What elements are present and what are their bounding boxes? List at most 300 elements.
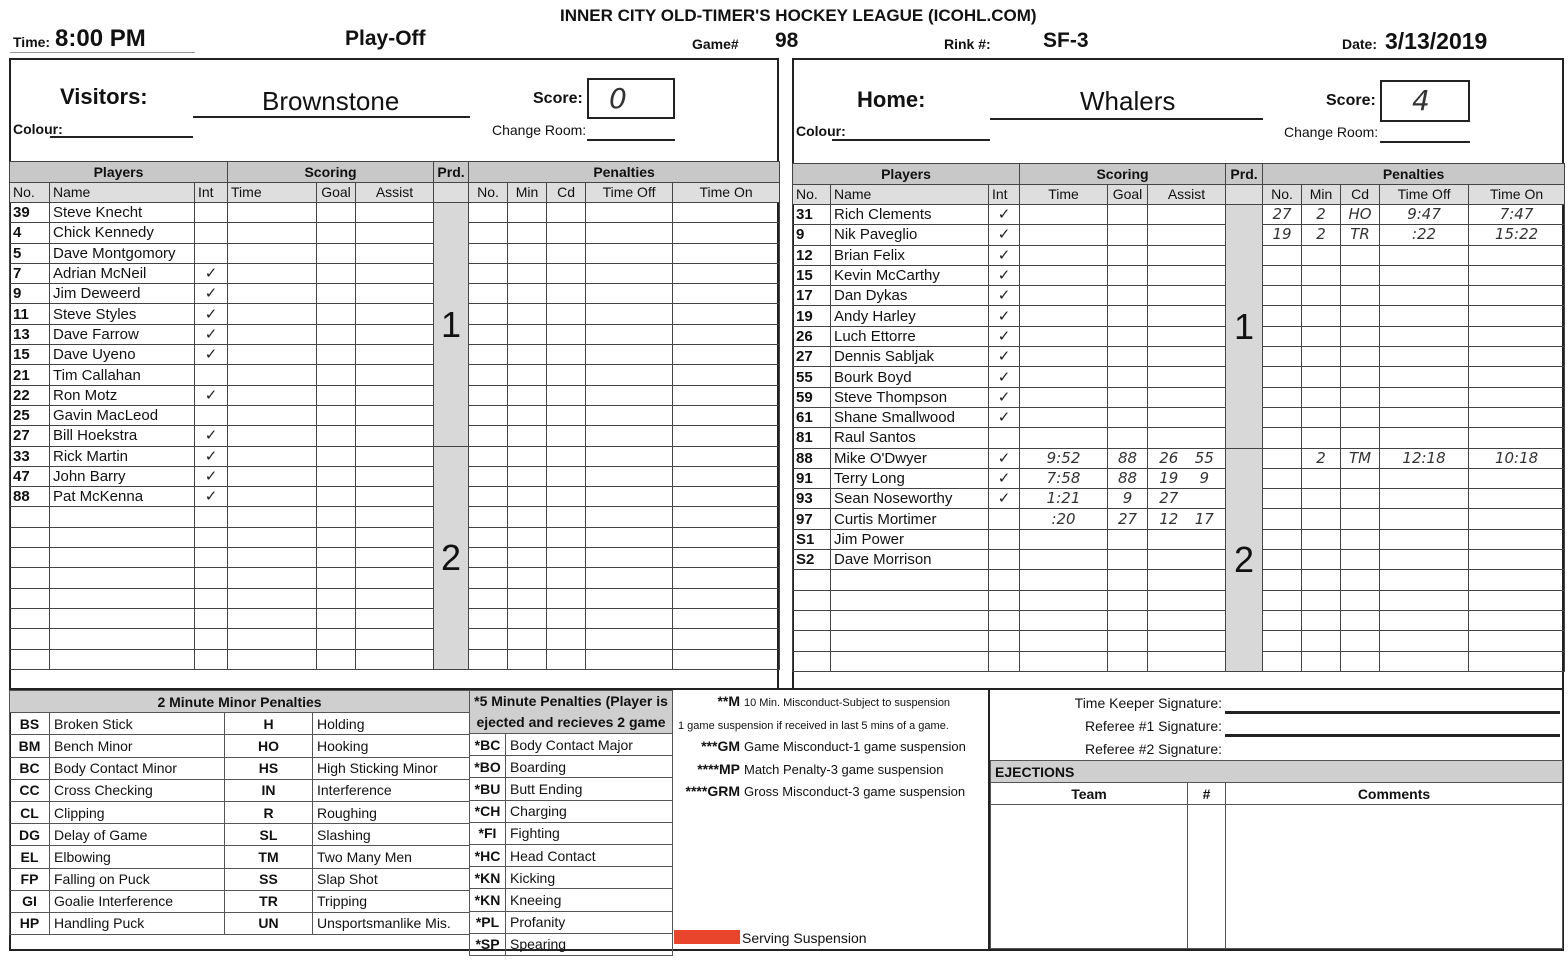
penalty-time-off[interactable] — [586, 507, 673, 527]
ejections-team-cell[interactable] — [991, 805, 1188, 949]
player-number[interactable]: 88 — [793, 448, 831, 468]
goal-time[interactable] — [1020, 529, 1108, 549]
goal-assists[interactable] — [1148, 509, 1226, 529]
player-name[interactable]: Dave Morrison — [831, 550, 989, 570]
penalty-code[interactable] — [547, 304, 586, 324]
penalty-time-on[interactable]: 10:18 — [1469, 448, 1565, 468]
goal-assists[interactable] — [1148, 631, 1226, 651]
penalty-minutes[interactable]: 2 — [1302, 205, 1341, 225]
penalty-player-number[interactable] — [1263, 387, 1302, 407]
player-name[interactable]: Adrian McNeil — [50, 263, 195, 283]
goal-time[interactable] — [1020, 265, 1108, 285]
goal-time[interactable] — [1020, 326, 1108, 346]
penalty-code[interactable] — [1341, 631, 1380, 651]
penalty-code[interactable] — [547, 629, 586, 649]
penalty-player-number[interactable] — [1263, 590, 1302, 610]
ejections-comments-cell[interactable] — [1226, 805, 1563, 949]
player-number[interactable]: 13 — [10, 324, 50, 344]
player-number[interactable]: 61 — [793, 407, 831, 427]
penalty-time-on[interactable] — [1469, 428, 1565, 448]
penalty-minutes[interactable] — [1302, 286, 1341, 306]
goal-scorer[interactable] — [1108, 590, 1148, 610]
goal-time[interactable] — [228, 568, 317, 588]
penalty-time-off[interactable] — [586, 223, 673, 243]
penalty-time-on[interactable] — [1469, 590, 1565, 610]
player-int-check[interactable]: ✓ — [989, 387, 1020, 407]
penalty-player-number[interactable] — [469, 365, 508, 385]
penalty-time-off[interactable] — [1380, 265, 1469, 285]
goal-time[interactable] — [228, 629, 317, 649]
player-number[interactable] — [10, 649, 50, 669]
penalty-time-off[interactable] — [586, 527, 673, 547]
penalty-time-on[interactable] — [673, 304, 780, 324]
penalty-time-off[interactable] — [1380, 367, 1469, 387]
penalty-code[interactable] — [1341, 468, 1380, 488]
penalty-minutes[interactable] — [508, 385, 547, 405]
penalty-time-off[interactable] — [586, 304, 673, 324]
penalty-time-on[interactable] — [1469, 387, 1565, 407]
penalty-time-on[interactable] — [673, 487, 780, 507]
player-name[interactable] — [50, 629, 195, 649]
player-name[interactable]: Dan Dykas — [831, 286, 989, 306]
player-int-check[interactable] — [989, 550, 1020, 570]
penalty-time-off[interactable] — [1380, 306, 1469, 326]
penalty-code[interactable] — [1341, 367, 1380, 387]
penalty-minutes[interactable] — [508, 263, 547, 283]
penalty-player-number[interactable] — [1263, 265, 1302, 285]
penalty-code[interactable] — [1341, 489, 1380, 509]
goal-scorer[interactable]: 88 — [1108, 448, 1148, 468]
player-number[interactable]: 31 — [793, 205, 831, 225]
penalty-player-number[interactable] — [469, 608, 508, 628]
penalty-player-number[interactable] — [469, 223, 508, 243]
penalty-code[interactable] — [1341, 326, 1380, 346]
goal-scorer[interactable] — [317, 466, 356, 486]
goal-time[interactable] — [228, 487, 317, 507]
goal-scorer[interactable] — [317, 487, 356, 507]
goal-scorer[interactable] — [1108, 387, 1148, 407]
player-name[interactable] — [831, 570, 989, 590]
player-number[interactable]: 4 — [10, 223, 50, 243]
player-number[interactable]: S2 — [793, 550, 831, 570]
player-int-check[interactable]: ✓ — [989, 407, 1020, 427]
penalty-code[interactable] — [547, 385, 586, 405]
player-name[interactable] — [831, 590, 989, 610]
goal-time[interactable] — [1020, 367, 1108, 387]
player-name[interactable]: Tim Callahan — [50, 365, 195, 385]
player-number[interactable]: 15 — [793, 265, 831, 285]
penalty-minutes[interactable] — [1302, 651, 1341, 671]
player-int-check[interactable] — [989, 631, 1020, 651]
player-name[interactable]: Steve Styles — [50, 304, 195, 324]
player-number[interactable]: 88 — [10, 487, 50, 507]
penalty-player-number[interactable] — [1263, 347, 1302, 367]
player-name[interactable]: Ron Motz — [50, 385, 195, 405]
player-number[interactable] — [793, 610, 831, 630]
player-number[interactable]: S1 — [793, 529, 831, 549]
goal-assists[interactable] — [356, 527, 434, 547]
player-number[interactable] — [10, 568, 50, 588]
penalty-time-on[interactable] — [673, 426, 780, 446]
goal-assists[interactable] — [1148, 428, 1226, 448]
player-int-check[interactable]: ✓ — [989, 448, 1020, 468]
player-int-check[interactable]: ✓ — [195, 263, 228, 283]
player-number[interactable]: 25 — [10, 405, 50, 425]
player-int-check[interactable]: ✓ — [195, 446, 228, 466]
penalty-minutes[interactable] — [508, 243, 547, 263]
goal-scorer[interactable] — [317, 203, 356, 223]
player-number[interactable]: 21 — [10, 365, 50, 385]
goal-assists[interactable] — [356, 385, 434, 405]
penalty-player-number[interactable] — [469, 284, 508, 304]
penalty-code[interactable]: TM — [1341, 448, 1380, 468]
penalty-minutes[interactable] — [1302, 245, 1341, 265]
player-int-check[interactable] — [989, 651, 1020, 671]
goal-time[interactable] — [1020, 570, 1108, 590]
goal-scorer[interactable] — [1108, 428, 1148, 448]
penalty-time-off[interactable] — [1380, 489, 1469, 509]
goal-assists[interactable] — [356, 304, 434, 324]
penalty-player-number[interactable] — [469, 203, 508, 223]
goal-time[interactable] — [1020, 550, 1108, 570]
goal-time[interactable] — [228, 365, 317, 385]
penalty-time-off[interactable] — [586, 405, 673, 425]
penalty-player-number[interactable] — [1263, 367, 1302, 387]
player-int-check[interactable]: ✓ — [989, 367, 1020, 387]
penalty-minutes[interactable] — [508, 426, 547, 446]
goal-time[interactable] — [228, 507, 317, 527]
player-int-check[interactable]: ✓ — [195, 466, 228, 486]
player-number[interactable]: 17 — [793, 286, 831, 306]
player-number[interactable] — [793, 590, 831, 610]
goal-scorer[interactable] — [1108, 326, 1148, 346]
goal-assists[interactable] — [1148, 205, 1226, 225]
player-number[interactable] — [793, 651, 831, 671]
penalty-time-off[interactable] — [586, 426, 673, 446]
player-number[interactable]: 93 — [793, 489, 831, 509]
goal-time[interactable] — [228, 426, 317, 446]
penalty-minutes[interactable] — [1302, 387, 1341, 407]
player-int-check[interactable] — [195, 568, 228, 588]
penalty-time-off[interactable] — [1380, 347, 1469, 367]
goal-time[interactable] — [228, 588, 317, 608]
player-name[interactable]: Luch Ettorre — [831, 326, 989, 346]
player-int-check[interactable] — [195, 588, 228, 608]
player-name[interactable]: Steve Thompson — [831, 387, 989, 407]
visitors-score-box[interactable] — [587, 78, 675, 119]
player-number[interactable] — [10, 548, 50, 568]
player-name[interactable]: Brian Felix — [831, 245, 989, 265]
penalty-code[interactable] — [1341, 306, 1380, 326]
player-number[interactable]: 47 — [10, 466, 50, 486]
penalty-minutes[interactable] — [1302, 489, 1341, 509]
penalty-time-on[interactable] — [673, 446, 780, 466]
player-number[interactable]: 7 — [10, 263, 50, 283]
penalty-code[interactable] — [547, 588, 586, 608]
goal-scorer[interactable] — [317, 223, 356, 243]
penalty-minutes[interactable] — [508, 405, 547, 425]
goal-time[interactable] — [228, 263, 317, 283]
penalty-time-on[interactable] — [1469, 265, 1565, 285]
penalty-time-on[interactable] — [673, 649, 780, 669]
player-name[interactable]: Dave Uyeno — [50, 345, 195, 365]
penalty-minutes[interactable] — [1302, 550, 1341, 570]
penalty-player-number[interactable] — [1263, 550, 1302, 570]
goal-time[interactable] — [228, 649, 317, 669]
penalty-time-on[interactable] — [673, 608, 780, 628]
goal-scorer[interactable] — [317, 426, 356, 446]
penalty-time-off[interactable] — [586, 608, 673, 628]
player-int-check[interactable] — [989, 610, 1020, 630]
goal-scorer[interactable] — [317, 568, 356, 588]
penalty-code[interactable] — [1341, 610, 1380, 630]
player-name[interactable]: John Barry — [50, 466, 195, 486]
player-name[interactable]: Raul Santos — [831, 428, 989, 448]
penalty-minutes[interactable] — [508, 649, 547, 669]
penalty-time-off[interactable] — [1380, 245, 1469, 265]
penalty-time-on[interactable] — [673, 629, 780, 649]
penalty-minutes[interactable] — [1302, 347, 1341, 367]
goal-assists[interactable] — [356, 243, 434, 263]
goal-assists[interactable] — [356, 426, 434, 446]
penalty-code[interactable] — [1341, 550, 1380, 570]
goal-assists[interactable] — [356, 263, 434, 283]
player-int-check[interactable]: ✓ — [989, 245, 1020, 265]
player-int-check[interactable] — [195, 203, 228, 223]
penalty-player-number[interactable] — [1263, 529, 1302, 549]
penalty-code[interactable]: TR — [1341, 225, 1380, 245]
goal-assists[interactable] — [1148, 468, 1226, 488]
penalty-minutes[interactable] — [1302, 367, 1341, 387]
goal-assists[interactable] — [356, 629, 434, 649]
goal-time[interactable] — [1020, 306, 1108, 326]
penalty-player-number[interactable] — [1263, 428, 1302, 448]
goal-assists[interactable] — [1148, 265, 1226, 285]
penalty-time-off[interactable]: :22 — [1380, 225, 1469, 245]
player-int-check[interactable]: ✓ — [989, 468, 1020, 488]
penalty-code[interactable] — [547, 649, 586, 669]
penalty-code[interactable] — [1341, 570, 1380, 590]
player-int-check[interactable] — [989, 509, 1020, 529]
goal-time[interactable] — [228, 284, 317, 304]
penalty-time-on[interactable] — [1469, 347, 1565, 367]
goal-assists[interactable] — [1148, 590, 1226, 610]
goal-assists[interactable] — [1148, 326, 1226, 346]
player-name[interactable]: Shane Smallwood — [831, 407, 989, 427]
goal-assists[interactable] — [1148, 225, 1226, 245]
penalty-code[interactable] — [547, 608, 586, 628]
penalty-time-on[interactable] — [1469, 489, 1565, 509]
goal-scorer[interactable] — [1108, 610, 1148, 630]
goal-scorer[interactable] — [317, 446, 356, 466]
penalty-player-number[interactable] — [1263, 570, 1302, 590]
penalty-time-off[interactable] — [586, 324, 673, 344]
penalty-time-off[interactable]: 12:18 — [1380, 448, 1469, 468]
goal-time[interactable] — [1020, 387, 1108, 407]
penalty-minutes[interactable]: 2 — [1302, 225, 1341, 245]
player-number[interactable]: 12 — [793, 245, 831, 265]
penalty-player-number[interactable]: 19 — [1263, 225, 1302, 245]
penalty-code[interactable] — [547, 263, 586, 283]
penalty-code[interactable] — [1341, 347, 1380, 367]
goal-time[interactable] — [1020, 245, 1108, 265]
goal-assists[interactable] — [356, 345, 434, 365]
goal-scorer[interactable] — [317, 649, 356, 669]
penalty-time-off[interactable] — [1380, 428, 1469, 448]
goal-scorer[interactable] — [317, 263, 356, 283]
player-name[interactable] — [831, 631, 989, 651]
penalty-code[interactable] — [547, 466, 586, 486]
penalty-minutes[interactable] — [508, 527, 547, 547]
penalty-player-number[interactable] — [469, 385, 508, 405]
penalty-minutes[interactable] — [508, 223, 547, 243]
goal-assists[interactable] — [1148, 529, 1226, 549]
player-int-check[interactable] — [989, 428, 1020, 448]
player-number[interactable]: 9 — [793, 225, 831, 245]
penalty-time-off[interactable] — [586, 466, 673, 486]
player-number[interactable] — [10, 507, 50, 527]
penalty-code[interactable] — [547, 527, 586, 547]
penalty-time-off[interactable] — [1380, 529, 1469, 549]
goal-scorer[interactable] — [317, 588, 356, 608]
penalty-time-on[interactable] — [673, 548, 780, 568]
player-name[interactable]: Dave Farrow — [50, 324, 195, 344]
goal-scorer[interactable] — [317, 629, 356, 649]
player-name[interactable]: Terry Long — [831, 468, 989, 488]
player-name[interactable] — [50, 527, 195, 547]
player-number[interactable] — [10, 527, 50, 547]
goal-assists[interactable] — [1148, 367, 1226, 387]
goal-time[interactable]: 1:21 — [1020, 489, 1108, 509]
player-int-check[interactable]: ✓ — [989, 347, 1020, 367]
penalty-time-off[interactable] — [586, 568, 673, 588]
penalty-time-on[interactable] — [673, 223, 780, 243]
player-number[interactable]: 91 — [793, 468, 831, 488]
penalty-time-on[interactable] — [673, 568, 780, 588]
penalty-code[interactable] — [547, 507, 586, 527]
goal-assists[interactable] — [1148, 448, 1226, 468]
goal-scorer[interactable] — [1108, 205, 1148, 225]
player-name[interactable]: Steve Knecht — [50, 203, 195, 223]
player-name[interactable] — [50, 649, 195, 669]
penalty-time-off[interactable] — [586, 487, 673, 507]
player-number[interactable] — [793, 570, 831, 590]
player-int-check[interactable] — [195, 548, 228, 568]
goal-assists[interactable] — [356, 588, 434, 608]
goal-time[interactable] — [228, 548, 317, 568]
penalty-player-number[interactable] — [1263, 286, 1302, 306]
player-name[interactable]: Kevin McCarthy — [831, 265, 989, 285]
penalty-player-number[interactable] — [1263, 610, 1302, 630]
penalty-time-on[interactable] — [673, 527, 780, 547]
player-number[interactable]: 55 — [793, 367, 831, 387]
goal-assists[interactable] — [356, 365, 434, 385]
penalty-player-number[interactable] — [469, 629, 508, 649]
player-number[interactable]: 5 — [10, 243, 50, 263]
penalty-code[interactable] — [547, 345, 586, 365]
goal-assists[interactable] — [356, 223, 434, 243]
penalty-player-number[interactable] — [469, 487, 508, 507]
penalty-time-on[interactable] — [673, 588, 780, 608]
penalty-code[interactable] — [547, 405, 586, 425]
player-name[interactable] — [50, 588, 195, 608]
player-name[interactable]: Pat McKenna — [50, 487, 195, 507]
penalty-minutes[interactable] — [508, 324, 547, 344]
penalty-minutes[interactable] — [1302, 529, 1341, 549]
ejections-number-cell[interactable] — [1188, 805, 1226, 949]
goal-assists[interactable] — [356, 324, 434, 344]
penalty-time-off[interactable] — [1380, 468, 1469, 488]
penalty-minutes[interactable] — [508, 284, 547, 304]
player-int-check[interactable]: ✓ — [195, 345, 228, 365]
referee1-signature-line[interactable] — [1225, 734, 1560, 737]
penalty-time-off[interactable] — [586, 649, 673, 669]
penalty-code[interactable] — [1341, 286, 1380, 306]
goal-scorer[interactable] — [1108, 631, 1148, 651]
penalty-time-off[interactable] — [586, 548, 673, 568]
penalty-time-on[interactable] — [673, 203, 780, 223]
penalty-minutes[interactable] — [508, 487, 547, 507]
penalty-player-number[interactable]: 27 — [1263, 205, 1302, 225]
penalty-time-off[interactable] — [1380, 326, 1469, 346]
penalty-minutes[interactable] — [508, 629, 547, 649]
goal-time[interactable] — [228, 324, 317, 344]
goal-time[interactable] — [228, 466, 317, 486]
goal-scorer[interactable] — [1108, 286, 1148, 306]
penalty-code[interactable] — [547, 365, 586, 385]
penalty-player-number[interactable] — [469, 263, 508, 283]
penalty-code[interactable] — [547, 284, 586, 304]
penalty-minutes[interactable] — [508, 203, 547, 223]
penalty-time-off[interactable] — [1380, 590, 1469, 610]
player-number[interactable]: 33 — [10, 446, 50, 466]
penalty-minutes[interactable] — [508, 608, 547, 628]
goal-assists[interactable] — [1148, 387, 1226, 407]
penalty-minutes[interactable] — [1302, 326, 1341, 346]
goal-time[interactable] — [228, 345, 317, 365]
penalty-code[interactable] — [1341, 265, 1380, 285]
player-int-check[interactable] — [195, 243, 228, 263]
penalty-minutes[interactable] — [508, 507, 547, 527]
penalty-time-on[interactable] — [1469, 367, 1565, 387]
player-int-check[interactable]: ✓ — [195, 385, 228, 405]
player-name[interactable]: Dennis Sabljak — [831, 347, 989, 367]
penalty-player-number[interactable] — [469, 426, 508, 446]
goal-scorer[interactable] — [317, 548, 356, 568]
goal-scorer[interactable] — [1108, 367, 1148, 387]
penalty-time-on[interactable] — [673, 466, 780, 486]
penalty-code[interactable] — [547, 548, 586, 568]
penalty-player-number[interactable] — [469, 304, 508, 324]
home-score-box[interactable] — [1380, 80, 1470, 122]
penalty-minutes[interactable] — [508, 588, 547, 608]
penalty-time-off[interactable] — [1380, 550, 1469, 570]
penalty-player-number[interactable] — [469, 446, 508, 466]
goal-scorer[interactable] — [1108, 651, 1148, 671]
player-name[interactable]: Gavin MacLeod — [50, 405, 195, 425]
goal-assists[interactable] — [356, 203, 434, 223]
penalty-time-on[interactable] — [1469, 245, 1565, 265]
penalty-code[interactable] — [547, 568, 586, 588]
goal-time[interactable]: :20 — [1020, 509, 1108, 529]
player-name[interactable]: Rich Clements — [831, 205, 989, 225]
player-number[interactable]: 39 — [10, 203, 50, 223]
penalty-time-off[interactable] — [1380, 286, 1469, 306]
penalty-time-off[interactable] — [1380, 610, 1469, 630]
goal-scorer[interactable] — [1108, 407, 1148, 427]
penalty-time-on[interactable]: 15:22 — [1469, 225, 1565, 245]
penalty-time-off[interactable] — [586, 243, 673, 263]
